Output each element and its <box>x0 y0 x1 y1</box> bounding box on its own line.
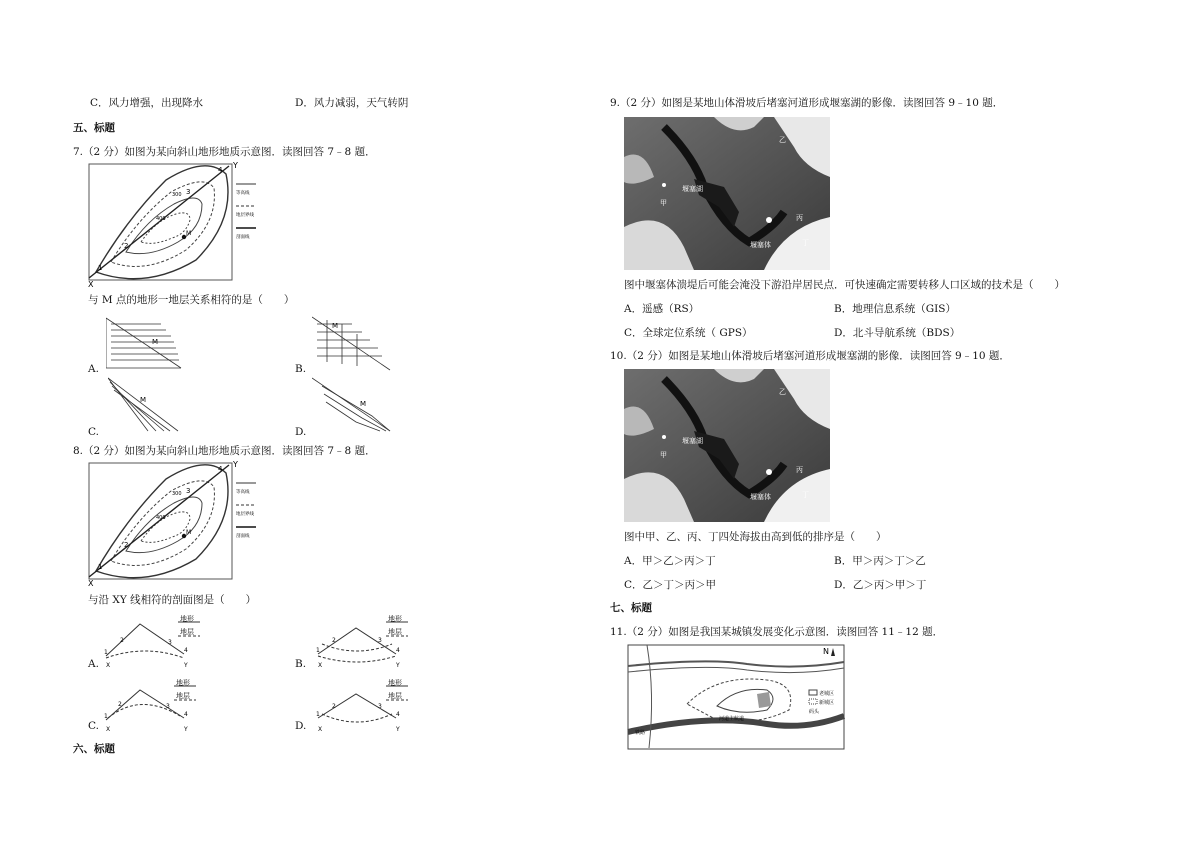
syncline-contour-map-q8 <box>86 459 266 590</box>
q9-option-c: C．全球定位系统（ GPS） <box>624 327 753 339</box>
svg-text:丙: 丙 <box>796 466 803 474</box>
svg-text:3: 3 <box>186 188 191 196</box>
q10-option-b: B．甲＞丙＞丁＞乙 <box>834 555 926 567</box>
q7-option-c-label: C. <box>88 426 99 438</box>
option-d-previous: D．风力减弱，天气转阴 <box>295 97 409 109</box>
svg-text:2: 2 <box>332 637 336 644</box>
q7-option-d-label: D. <box>295 426 307 438</box>
question-9-stem: 图中堰塞体溃堤后可能会淹没下游沿岸居民点．可快速确定需要转移人口区域的技术是（ ） <box>624 279 1065 291</box>
svg-text:码头: 码头 <box>809 709 820 715</box>
q7-diagram-a <box>106 316 186 374</box>
svg-text:400: 400 <box>156 515 166 521</box>
svg-text:地层: 地层 <box>388 628 402 636</box>
q7-option-a-label: A. <box>88 363 99 375</box>
svg-text:4: 4 <box>218 166 223 174</box>
svg-text:X: X <box>88 579 94 587</box>
map-label-m: M <box>186 230 192 237</box>
svg-text:300: 300 <box>172 491 182 497</box>
svg-text:300: 300 <box>172 192 182 198</box>
svg-text:1: 1 <box>316 647 320 654</box>
svg-text:堰塞体: 堰塞体 <box>750 493 771 501</box>
q8-section-b <box>312 614 422 673</box>
svg-text:乙: 乙 <box>779 388 786 396</box>
svg-text:等高线: 等高线 <box>236 191 250 196</box>
section-heading-5: 五、标题 <box>73 122 115 134</box>
question-7-title: 7.（2 分）如图为某向斜山地形地质示意图．读图回答 7﹣8 题． <box>73 146 376 158</box>
svg-text:2: 2 <box>120 637 124 644</box>
svg-text:1: 1 <box>104 713 108 720</box>
svg-text:丁: 丁 <box>802 491 809 499</box>
svg-text:2: 2 <box>118 701 122 708</box>
section-heading-7: 七、标题 <box>610 602 652 614</box>
svg-text:地层: 地层 <box>388 692 402 700</box>
svg-text:甲: 甲 <box>660 199 667 207</box>
svg-text:2: 2 <box>332 703 336 710</box>
question-9-title: 9.（2 分）如图是某地山体滑坡后堵塞河道形成堰塞湖的影像．读图回答 9﹣10 题． <box>610 97 1004 109</box>
svg-text:M: M <box>140 396 147 404</box>
q8-option-b-label: B. <box>295 658 307 670</box>
svg-text:3: 3 <box>378 637 382 644</box>
q9-option-d: D．北斗导航系统（BDS） <box>834 327 961 339</box>
q7-diagram-d <box>312 376 392 437</box>
svg-text:堰塞体: 堰塞体 <box>750 241 771 249</box>
svg-text:X: X <box>106 726 111 733</box>
svg-text:地层界线: 地层界线 <box>236 213 254 218</box>
svg-text:剖面线: 剖面线 <box>236 534 250 539</box>
landslide-lake-photo-q9 <box>624 117 830 273</box>
svg-text:1: 1 <box>98 563 103 571</box>
q10-option-d: D．乙＞丙＞甲＞丁 <box>834 579 927 591</box>
svg-text:4: 4 <box>396 647 400 654</box>
question-10-title: 10.（2 分）如图是某地山体滑坡后堵塞河道形成堰塞湖的影像．读图回答 9﹣10 题． <box>610 350 1010 362</box>
q7-diagram-c <box>108 376 188 437</box>
svg-text:地层: 地层 <box>176 692 190 700</box>
svg-text:丙: 丙 <box>796 214 803 222</box>
svg-text:Y: Y <box>396 726 400 733</box>
svg-text:Y: Y <box>184 662 188 669</box>
q8-option-a-label: A. <box>88 658 99 670</box>
svg-text:铁路: 铁路 <box>635 730 646 736</box>
svg-text:地形: 地形 <box>176 679 190 687</box>
svg-text:地形: 地形 <box>180 615 194 623</box>
svg-text:堰塞湖: 堰塞湖 <box>682 437 703 445</box>
svg-text:1: 1 <box>98 264 103 272</box>
question-8-title: 8.（2 分）如图为某向斜山地形地质示意图．读图回答 7﹣8 题． <box>73 445 376 457</box>
svg-text:3: 3 <box>186 487 191 495</box>
svg-text:X: X <box>88 280 94 288</box>
svg-text:Y: Y <box>396 662 400 669</box>
question-11-title: 11.（2 分）如图是我国某城镇发展变化示意图．读图回答 11﹣12 题． <box>610 626 944 638</box>
svg-text:3: 3 <box>166 703 170 710</box>
option-c-previous: C．风力增强，出现降水 <box>90 97 204 109</box>
svg-text:地形: 地形 <box>388 679 402 687</box>
svg-text:4: 4 <box>184 647 188 654</box>
q8-section-c <box>100 678 210 737</box>
svg-text:1: 1 <box>316 711 320 718</box>
svg-text:地层: 地层 <box>180 628 194 636</box>
svg-text:地形: 地形 <box>388 615 402 623</box>
question-8-stem: 与沿 XY 线相符的剖面图是（ ） <box>88 594 257 606</box>
svg-text:X: X <box>318 726 323 733</box>
svg-text:老城区: 老城区 <box>819 691 835 697</box>
svg-text:M: M <box>186 529 192 536</box>
north-arrow-label: N <box>823 647 829 656</box>
q8-option-d-label: D. <box>295 720 307 732</box>
section-heading-6: 六、标题 <box>73 743 115 755</box>
q10-option-c: C．乙＞丁＞丙＞甲 <box>624 579 717 591</box>
q9-option-b: B．地理信息系统（GIS） <box>834 303 956 315</box>
svg-text:1: 1 <box>104 649 108 656</box>
svg-text:3: 3 <box>378 703 382 710</box>
svg-text:X: X <box>318 662 323 669</box>
svg-text:Y: Y <box>233 161 238 170</box>
q7-diagram-b <box>312 312 392 375</box>
svg-text:M: M <box>152 338 159 346</box>
q8-section-a <box>100 614 210 673</box>
svg-text:河道主航道: 河道主航道 <box>719 716 745 722</box>
svg-text:4: 4 <box>184 711 188 718</box>
q9-option-a: A．遥感（RS） <box>624 303 700 315</box>
svg-text:4: 4 <box>396 711 400 718</box>
svg-text:堰塞湖: 堰塞湖 <box>682 185 703 193</box>
town-development-map-q11 <box>627 644 847 755</box>
svg-text:Y: Y <box>233 460 238 469</box>
landslide-lake-photo-q10 <box>624 369 830 525</box>
svg-text:地层界线: 地层界线 <box>236 512 254 517</box>
svg-text:X: X <box>106 662 111 669</box>
svg-text:M: M <box>360 400 367 408</box>
svg-text:乙: 乙 <box>779 136 786 144</box>
q8-option-c-label: C. <box>88 720 99 732</box>
svg-text:400: 400 <box>156 216 166 222</box>
q8-section-d <box>312 678 422 737</box>
question-7-stem: 与 M 点的地形一地层关系相符的是（ ） <box>88 294 295 306</box>
svg-text:4: 4 <box>218 465 223 473</box>
svg-text:等高线: 等高线 <box>236 490 250 495</box>
svg-text:2: 2 <box>124 541 129 549</box>
svg-text:剖面线: 剖面线 <box>236 235 250 240</box>
q7-option-b-label: B. <box>295 363 307 375</box>
svg-text:2: 2 <box>124 242 129 250</box>
svg-text:新城区: 新城区 <box>819 700 835 706</box>
question-10-stem: 图中甲、乙、丙、丁四处海拔由高到低的排序是（ ） <box>624 531 887 543</box>
syncline-contour-map-q7 <box>86 160 266 291</box>
svg-text:丁: 丁 <box>802 239 809 247</box>
q10-option-a: A．甲＞乙＞丙＞丁 <box>624 555 716 567</box>
svg-text:3: 3 <box>168 639 172 646</box>
svg-text:M: M <box>332 322 339 330</box>
svg-text:Y: Y <box>184 726 188 733</box>
svg-text:甲: 甲 <box>660 451 667 459</box>
